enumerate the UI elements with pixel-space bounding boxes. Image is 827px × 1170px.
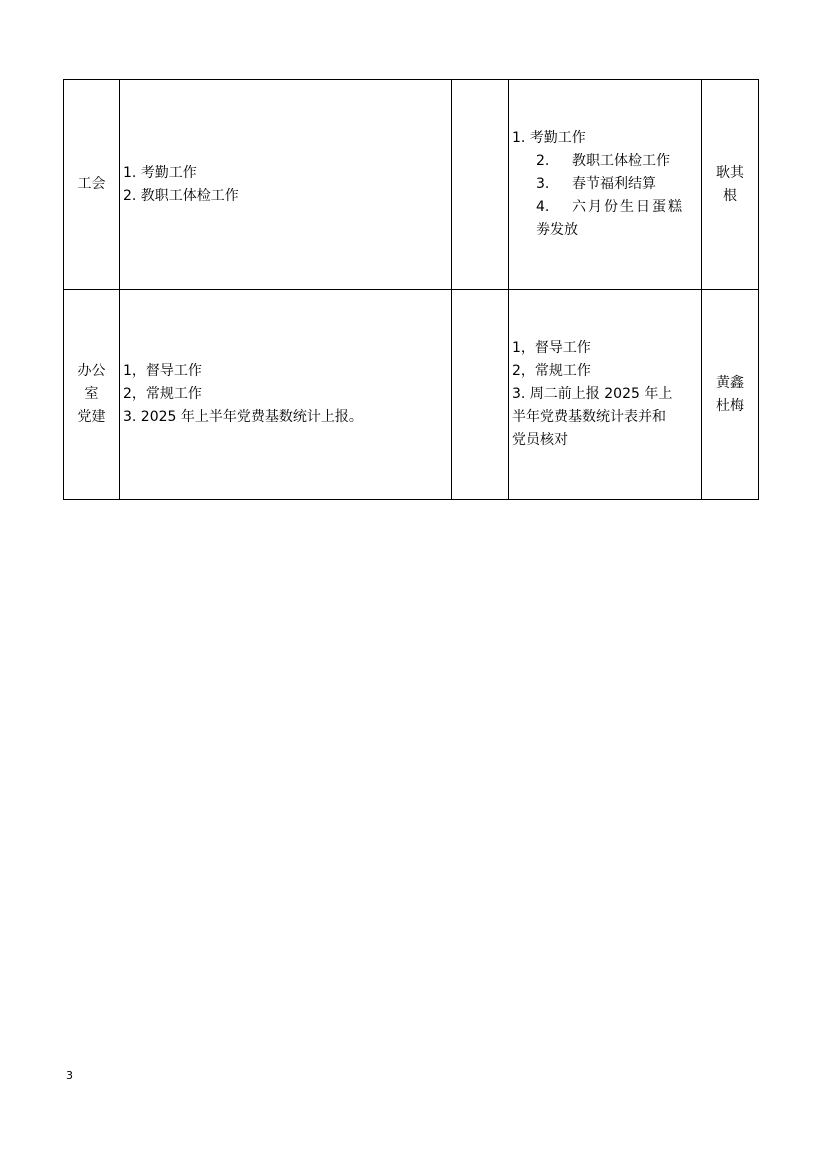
dept-name: 办公	[77, 363, 106, 379]
person-cell	[702, 80, 759, 290]
dept-name: 党建	[77, 409, 106, 425]
done-item-continuation: 劵发放	[536, 222, 578, 238]
done-item: 1. 考勤工作	[512, 130, 586, 146]
done-item: 1，督导工作	[512, 340, 591, 356]
plan-item: 2. 教职工体检工作	[123, 187, 239, 204]
plan-item: 1. 考勤工作	[123, 164, 197, 181]
dept-name: 工会	[77, 176, 106, 192]
done-item-text: 春节福利结算	[572, 176, 656, 192]
plan-cell	[120, 80, 452, 290]
done-item	[512, 173, 698, 196]
person-name: 杜梅	[716, 397, 744, 414]
page-number: 3	[66, 1069, 73, 1082]
done-item	[512, 150, 698, 173]
dept-cell	[64, 290, 120, 500]
plan-cell	[120, 290, 452, 500]
done-item: 2，常规工作	[512, 363, 591, 379]
done-item-number: 4.	[536, 199, 550, 215]
done-item	[512, 196, 698, 219]
table-row-office	[64, 290, 759, 500]
done-cell	[509, 290, 702, 500]
done-cell	[509, 80, 702, 290]
person-cell	[702, 290, 759, 500]
plan-item: 1，督导工作	[123, 363, 202, 379]
done-item: 3. 周二前上报 2025 年上	[512, 386, 673, 402]
person-name: 耿其	[716, 164, 744, 181]
table-row-union	[64, 80, 759, 290]
done-item: 党员核对	[512, 432, 568, 448]
person-name: 黄鑫	[716, 374, 744, 391]
plan-item: 3. 2025 年上半年党费基数统计上报。	[123, 409, 363, 425]
done-item-text: 教职工体检工作	[572, 153, 670, 169]
work-report-table	[63, 79, 759, 500]
done-item-number: 3.	[536, 176, 550, 192]
dept-cell	[64, 80, 120, 290]
done-item-number: 2.	[536, 153, 550, 169]
blank-cell	[452, 290, 509, 500]
done-item-text: 六月份生日蛋糕	[572, 199, 684, 215]
done-item: 半年党费基数统计表并和	[512, 409, 666, 425]
plan-item: 2，常规工作	[123, 386, 202, 402]
dept-name: 室	[84, 386, 99, 402]
blank-cell	[452, 80, 509, 290]
person-name: 根	[723, 187, 737, 204]
